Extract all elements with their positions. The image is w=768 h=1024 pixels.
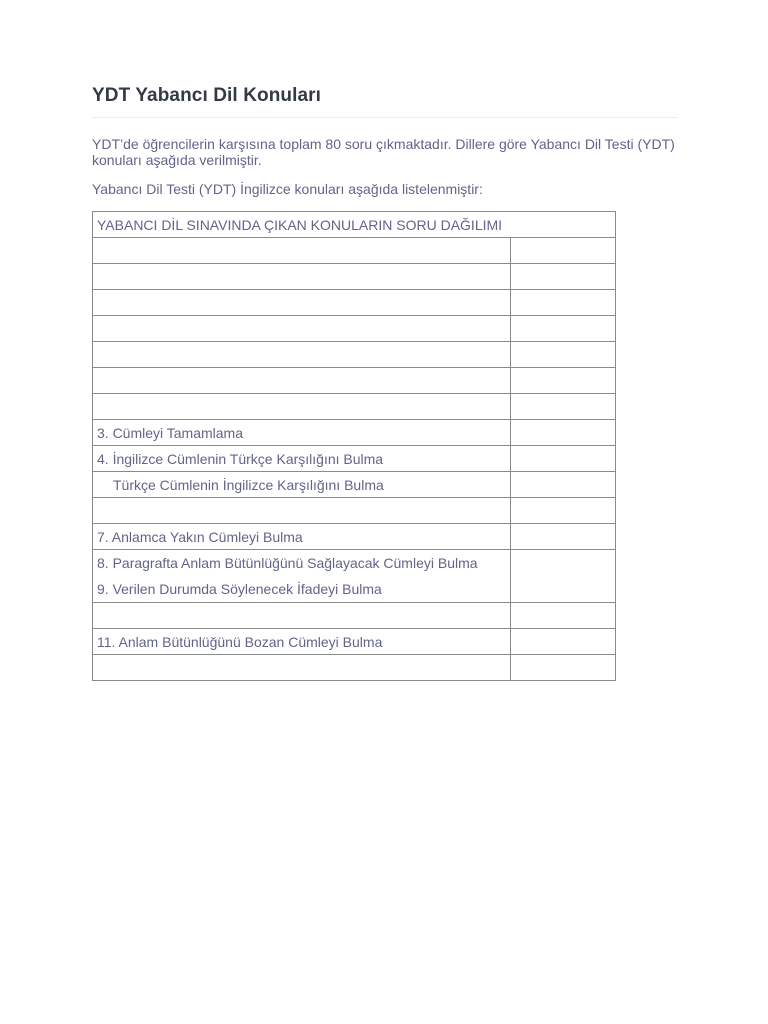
title-divider — [92, 117, 678, 118]
count-cell — [511, 394, 616, 420]
topic-cell: 3. Cümleyi Tamamlama — [93, 420, 511, 446]
count-cell — [511, 342, 616, 368]
table-row — [93, 342, 616, 368]
table-row — [93, 655, 616, 681]
table-row — [93, 316, 616, 342]
count-cell — [511, 498, 616, 524]
topic-cell: 11. Anlam Bütünlüğünü Bozan Cümleyi Bulma — [93, 629, 511, 655]
table-row — [93, 446, 616, 472]
count-cell — [511, 472, 616, 498]
table-header: YABANCI DİL SINAVINDA ÇIKAN KONULARIN SORU DAĞILIMI — [93, 212, 616, 238]
topic-cell: 4. İngilizce Cümlenin Türkçe Karşılığını Bulma — [93, 446, 511, 472]
table-row — [93, 264, 616, 290]
page-title: YDT Yabancı Dil Konuları — [92, 85, 322, 106]
topic-cell — [93, 342, 511, 368]
topic-cell — [93, 394, 511, 420]
table-row — [93, 550, 616, 603]
topic-cell — [93, 603, 511, 629]
topic-cell — [93, 655, 511, 681]
table-row — [93, 498, 616, 524]
topic-line: 8. Paragrafta Anlam Bütünlüğünü Sağlayacak Cümleyi Bulma — [97, 555, 478, 571]
count-cell — [511, 446, 616, 472]
count-cell — [511, 603, 616, 629]
topic-cell — [93, 238, 511, 264]
topic-cell — [93, 290, 511, 316]
count-cell — [511, 550, 616, 603]
table-row — [93, 629, 616, 655]
intro-paragraph: YDT’de öğrencilerin karşısına toplam 80 soru çıkmaktadır. Dillere göre Yabancı Dil Testi (YDT) konuları aşağıda verilmiştir. — [92, 136, 675, 168]
count-cell — [511, 368, 616, 394]
count-cell — [511, 264, 616, 290]
count-cell — [511, 420, 616, 446]
topic-cell: 7. Anlamca Yakın Cümleyi Bulma — [93, 524, 511, 550]
count-cell — [511, 524, 616, 550]
table-row — [93, 290, 616, 316]
topic-cell — [93, 550, 511, 603]
table-row — [93, 394, 616, 420]
topic-cell: Türkçe Cümlenin İngilizce Karşılığını Bulma — [93, 472, 511, 498]
subintro-paragraph: Yabancı Dil Testi (YDT) İngilizce konuları aşağıda listelenmiştir: — [92, 181, 483, 197]
count-cell — [511, 316, 616, 342]
topic-cell — [93, 368, 511, 394]
topic-cell — [93, 264, 511, 290]
table-header-row — [93, 212, 616, 238]
table-row — [93, 238, 616, 264]
table-row — [93, 420, 616, 446]
table-row — [93, 524, 616, 550]
count-cell — [511, 238, 616, 264]
topic-cell — [93, 316, 511, 342]
topic-cell — [93, 498, 511, 524]
table-row — [93, 603, 616, 629]
count-cell — [511, 629, 616, 655]
count-cell — [511, 290, 616, 316]
topics-table — [92, 211, 616, 681]
topic-line: 9. Verilen Durumda Söylenecek İfadeyi Bulma — [97, 581, 382, 597]
count-cell — [511, 655, 616, 681]
table-row — [93, 368, 616, 394]
table-row — [93, 472, 616, 498]
